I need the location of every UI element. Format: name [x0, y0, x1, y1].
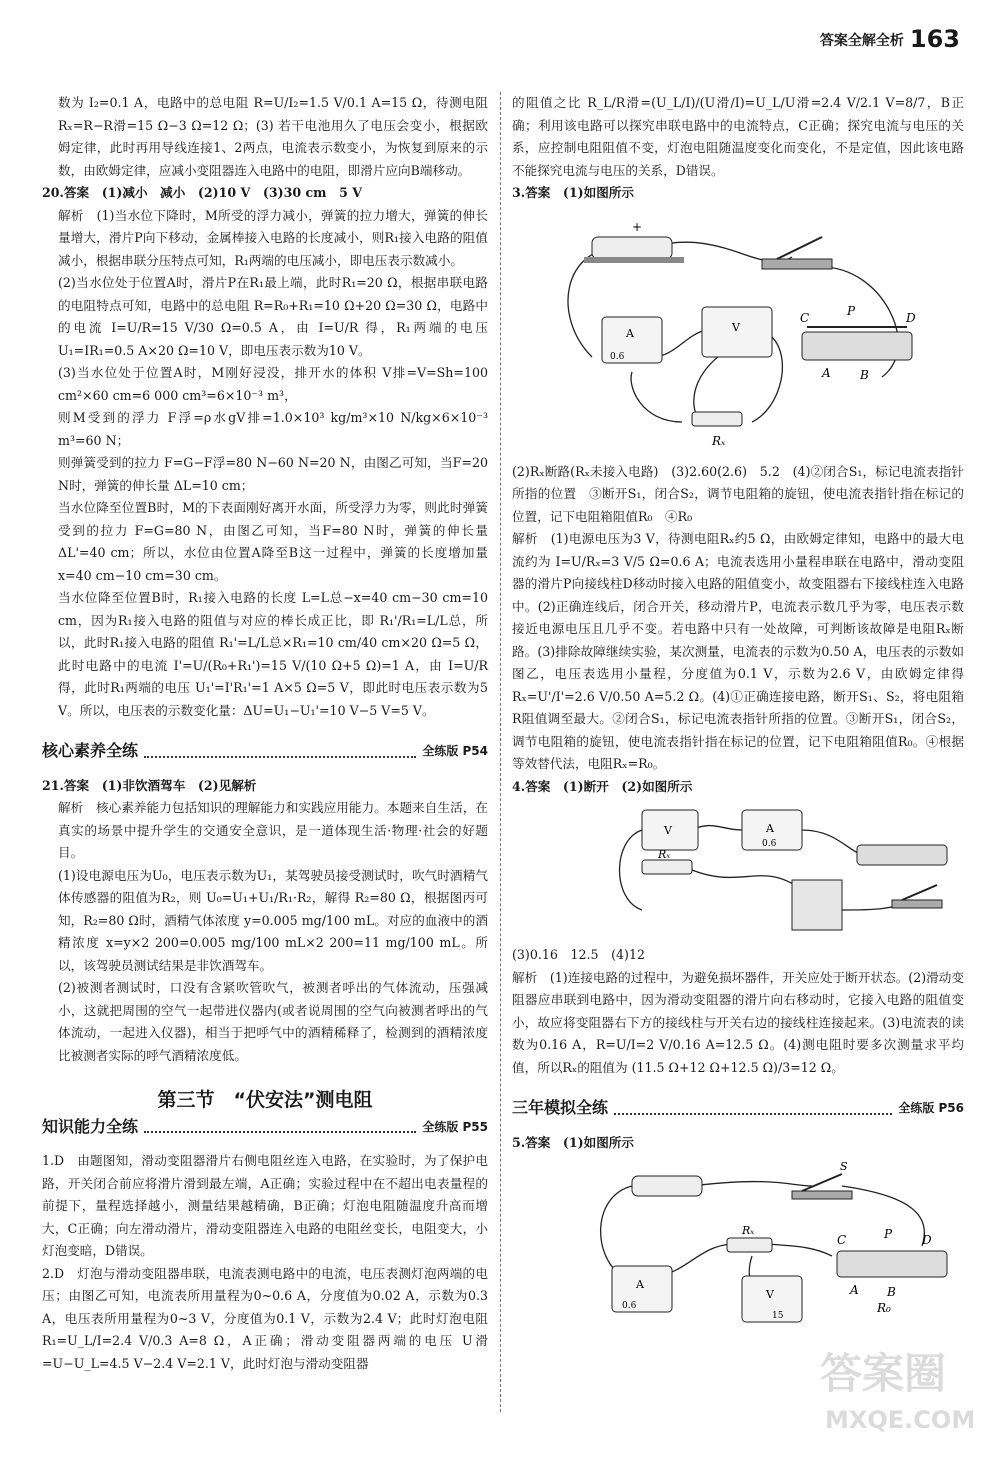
svg-text:S: S — [840, 1160, 848, 1173]
svg-text:V: V — [766, 1288, 774, 1301]
paragraph: 解析 核心素养能力包括知识的理解能力和实践应用能力。本题来自生活，在真实的场景中提升学生的交通安全意识，是一道体现生活·物理·社会的好题目。 — [58, 800, 488, 860]
answer-heading: 4.答案 (1)断开 (2)如图所示 — [512, 778, 693, 794]
svg-text:0.6: 0.6 — [622, 1301, 637, 1311]
svg-text:0.6: 0.6 — [762, 839, 777, 849]
rheostat-icon — [800, 304, 916, 382]
ammeter-icon — [602, 317, 662, 363]
column-divider — [500, 92, 501, 1412]
paragraph: 当水位降至位置B时，R₁接入电路的长度 L=L总−x=40 cm−30 cm=10 cm，因为R₁接入电路的阻值与对应的棒长成正比，即 R₁'/R₁=L/L总，所以，此时R₁接入电路的阻值 R₁'=L/L总×R₁=10 cm/40 cm×20 Ω=5 Ω，此时电路中的电流 I'=U/(R₀+R₁')=15 V/(10 Ω+5 Ω)=1 A，由 I=U/R 得，此时R₁两端的电压 U₁'=I'R₁'=1 A×5 Ω=5 V，即此时电压表示数为5 V。所以，电压表的示数变化量：ΔU=U₁−U₁'=10 V−5 V=5 V。 — [58, 590, 488, 718]
dotted-leader — [144, 1131, 416, 1133]
paragraph: 解析 (1)当水位下降时，M所受的浮力减小，弹簧的拉力增大，弹簧的伸长量增大，滑片P向下移动，金属棒接入电路的长度减小，则R₁接入电路的阻值减小，根据串联分压特点可知，R₁两端的电压减小，即电压表示数减小。 — [58, 207, 488, 268]
page-header — [819, 25, 960, 53]
plus-label: + — [632, 219, 643, 234]
page-number: 163 — [909, 25, 960, 53]
section-title: 知识能力全练 — [42, 1116, 139, 1136]
circuit-diagram-2 — [602, 800, 962, 940]
battery-icon — [632, 1176, 702, 1196]
paragraph: 则弹簧受到的拉力 F=G−F浮=80 N−60 N=20 N，由图乙可知，当F=20 N时，弹簧的伸长量 ΔL=10 cm； — [58, 455, 488, 493]
svg-text:Rₓ: Rₓ — [658, 848, 671, 861]
section-ref: 全练版 P55 — [422, 1119, 488, 1134]
svg-text:0.6: 0.6 — [610, 351, 625, 362]
watermark-logo — [810, 1333, 980, 1443]
answer-heading: 3.答案 (1)如图所示 — [512, 185, 634, 200]
svg-text:D: D — [922, 1233, 932, 1247]
paragraph: (1)设电源电压为U₀，电压表示数为U₁，某驾驶员接受测试时，吹气时酒精气体传感器的阻值为R₂，则 U₀=U₁+U₁/R₁·R₂，解得 R₂=80 Ω，根据图丙可知，R₂=80 Ω时，酒精气体浓度 y=0.005 mg/100 mL。对应的血液中的酒精浓度 x=y×2 200=0.005 mg/100 mL×2 200=11 mg/100 mL。所以，该驾驶员测试结果是非饮酒驾车。 — [58, 867, 488, 973]
right-column — [512, 92, 964, 1335]
svg-text:D: D — [906, 310, 916, 325]
section-ref: 全练版 P56 — [898, 1101, 964, 1115]
resistor-rx-icon — [692, 412, 742, 448]
answer-item: 2.D 灯泡与滑动变阻器串联，电流表测电路中的电流，电压表测灯泡两端的电压；由图乙可知，电流表所用量程为0~0.6 A，分度值为0.02 A，示数为0.3 A，电压表所用量程为0~3 V，分度值为0.1 V，示数为2.4 V；此时灯泡电阻 R₁=U_L/I=2.4 V/0.3 A=8 Ω，A正确；滑动变阻器两端的电压 U滑=U−U_L=4.5 V−2.4 V=2.1 V，此时灯泡与滑动变阻器 — [42, 1265, 488, 1371]
svg-text:A: A — [766, 822, 774, 835]
ammeter-icon — [612, 1266, 672, 1312]
svg-text:C: C — [837, 1233, 847, 1247]
voltmeter-icon — [642, 810, 698, 850]
paragraph: (3)当水位处于位置A时，M刚好浸没，排开水的体积 V排=V=Sh=100 cm²×60 cm=6 000 cm³=6×10⁻³ m³， — [58, 365, 488, 403]
svg-text:Rₓ: Rₓ — [712, 433, 726, 448]
answer-heading: 20.答案 (1)减小 减小 (2)10 V (3)30 cm 5 V — [42, 185, 362, 200]
section-ref: 全练版 P54 — [422, 744, 488, 758]
paragraph: (3)0.16 12.5 (4)12 — [512, 947, 645, 962]
voltmeter-icon — [742, 1276, 802, 1322]
svg-text:B: B — [887, 1285, 896, 1299]
svg-text:A: A — [626, 326, 634, 340]
svg-text:B: B — [860, 367, 869, 382]
svg-text:P: P — [847, 303, 856, 318]
svg-text:15: 15 — [772, 1311, 784, 1321]
section-heading-core — [42, 740, 488, 763]
svg-text:C: C — [800, 310, 810, 325]
svg-text:A: A — [636, 1278, 644, 1291]
resistor-rx-icon — [727, 1224, 772, 1252]
svg-text:A: A — [822, 365, 831, 380]
section-heading-knowledge — [42, 1116, 488, 1139]
paragraph: 的阻值之比 R_L/R滑=(U_L/I)/(U滑/I)=U_L/U滑=2.4 V/2.1 V=8/7，B正确；利用该电路可以探究串联电路中的电流特点，C正确；探究电流与电压的关系，应控制电阻阻值不变，灯泡电阻随温度变化而变化，不是定值，因此该电路不能探究电流与电压的关系，D错误。 — [512, 95, 964, 178]
paragraph: 数为 I₂=0.1 A，电路中的总电阻 R=U/I₂=1.5 V/0.1 A=15 Ω，待测电阻 Rₓ=R−R滑=15 Ω−3 Ω=12 Ω；(3) 若干电池用久了电压会变小，根据欧姆定律，此时再用导线连接1、2两点，电流表示数变小，为恢复到原来的示数，由欧姆定律，应减小变阻器连入电路中的电阻，即滑片应向B端移动。 — [58, 95, 488, 178]
battery-base — [584, 257, 684, 263]
paragraph: (2)Rₓ断路(Rₓ未接入电路) (3)2.60(2.6) 5.2 (4)②闭合S₁，标记电流表指针所指的位置 ③断开S₁，闭合S₂，调节电阻箱的旋钮，使电流表指针指在标记的位置，记下电阻箱阻值R₀ ④R₀ — [512, 463, 964, 524]
header-title: 答案全解全析 — [819, 33, 904, 49]
battery-box — [592, 237, 672, 259]
resistor-rx-icon — [642, 848, 692, 874]
paragraph: 当水位降至位置B时，M的下表面刚好离开水面，所受浮力为零，则此时弹簧受到的拉力 F=G=80 N，由图乙可知，当F=80 N时，弹簧的伸长量 ΔL'=40 cm；所以，水位由位置A降至B这一过程中，弹簧的长度增加量 x=40 cm−10 cm=30 cm。 — [58, 500, 488, 583]
rheostat-icon — [837, 1227, 947, 1315]
answer-item: 1.D 由题图知，滑动变阻器滑片右侧电阻丝连入电路，在实验时，为了保护电路，开关闭合前应将滑片滑到最左端，A正确；实验过程中在不超出电表量程的前提下，量程选择越小，测量结果越精确，B正确；灯泡电阻随温度升高而增大，C正确；向左滑动滑片，滑动变阻器连入电路的电阻丝变长，电阻变大，小灯泡变暗，D错误。 — [42, 1153, 488, 1258]
svg-text:V: V — [664, 824, 672, 837]
circuit-diagram-3 — [592, 1156, 992, 1331]
svg-text:A: A — [850, 1283, 859, 1297]
dotted-leader — [614, 1113, 892, 1115]
chapter-title: 第三节 “伏安法”测电阻 — [157, 1089, 373, 1111]
paragraph: (2)当水位处于位置A时，滑片P在R₁最上端，此时R₁=20 Ω，根据串联电路的电阻特点可知，电路中的总电阻 R=R₀+R₁=10 Ω+20 Ω=30 Ω，电路中的电流 I=U/R=15 V/30 Ω=0.5 A，由 I=U/R 得，R₁两端的电压 U₁=IR₁=0.5 A×20 Ω=10 V，即电压表示数为10 V。 — [58, 275, 488, 358]
svg-text:P: P — [884, 1227, 893, 1241]
answer-heading: 5.答案 (1)如图所示 — [512, 1134, 634, 1150]
answer-heading: 21.答案 (1)非饮酒驾车 (2)见解析 — [42, 777, 257, 793]
left-column — [42, 92, 488, 1375]
voltmeter-icon — [702, 307, 772, 357]
svg-text:答案圈: 答案圈 — [820, 1349, 947, 1398]
switch-icon — [892, 885, 942, 908]
paragraph: 则M受到的浮力 F浮=ρ水gV排=1.0×10³ kg/m³×10 N/kg×6×10⁻³ m³=60 N； — [58, 410, 488, 448]
circuit-diagram-1 — [522, 207, 922, 457]
section-title: 核心素养全练 — [42, 741, 139, 760]
ammeter-icon — [742, 810, 802, 850]
dotted-leader — [144, 756, 416, 758]
section-heading-mock — [512, 1097, 964, 1120]
svg-text:Rₓ: Rₓ — [742, 1224, 755, 1237]
paragraph: 解析 (1)电源电压为3 V，待测电阻Rₓ约5 Ω，由欧姆定律知，电路中的最大电流约为 I=U/Rₓ=3 V/5 Ω=0.6 A；电流表选用小量程串联在电路中，滑动变阻器的滑片P向接线柱D移动时接入电路的阻值变小，故变阻器右下接线柱连入电路中。(2)正确连线后，闭合开关，移动滑片P，电流表示数几乎为零，电压表示数接近电源电压且几乎不变。若电路中只有一处故障，可判断该故障是电阻Rₓ断路。(3)排除故障继续实验，某次测量，电流表的示数为0.50 A，电压表的示数如图乙，电压表选用小量程，分度值为0.1 V，示数为2.6 V，由欧姆定律得 Rₓ=U'/I'=2.6 V/0.50 A=5.2 Ω。(4)①正确连接电路，断开S₁、S₂，将电阻箱R阻值调至最大。②闭合S₁，标记电流表指针所指的位置。③断开S₁，闭合S₂，调节电阻箱的旋钮，使电流表指针指在标记的位置，记下电阻箱阻值R₀。④根据等效替代法，电阻Rₓ=R₀。 — [512, 531, 964, 771]
svg-text:V: V — [732, 320, 740, 334]
rheostat-icon — [857, 845, 947, 865]
svg-text:MXQE.COM: MXQE.COM — [825, 1406, 976, 1434]
paragraph: 解析 (1)连接电路的过程中，为避免损坏器件，开关应处于断开状态。(2)滑动变阻器应串联到电路中，因为滑动变阻器的滑片向右移动时，它接入电路的阻值变小，故应将变阻器右下方的接线柱与开关右边的接线柱连接起来。(3)电流表的读数为0.16 A，R=U/I=2 V/0.16 A=12.5 Ω。(4)测电阻时要多次测量求平均值，所以Rₓ的阻值为 (11.5 Ω+12 Ω+12.5 Ω)/3=12 Ω。 — [512, 969, 964, 1075]
svg-text:R₀: R₀ — [877, 1301, 891, 1315]
section-title: 三年模拟全练 — [512, 1098, 609, 1117]
switch-icon — [762, 237, 832, 269]
battery-icon — [792, 880, 842, 930]
switch-icon — [792, 1160, 852, 1199]
paragraph: (2)被测者测试时，口没有含紧吹管吹气，被测者呼出的气体流动，压强减小，这就把周围的空气一起带进仪器内(或者说周围的空气向被测者呼出的气体流动，一起进入仪器)，相当于把呼气中的酒精稀释了，检测到的酒精浓度比被测者实际的呼气酒精浓度低。 — [58, 980, 488, 1063]
